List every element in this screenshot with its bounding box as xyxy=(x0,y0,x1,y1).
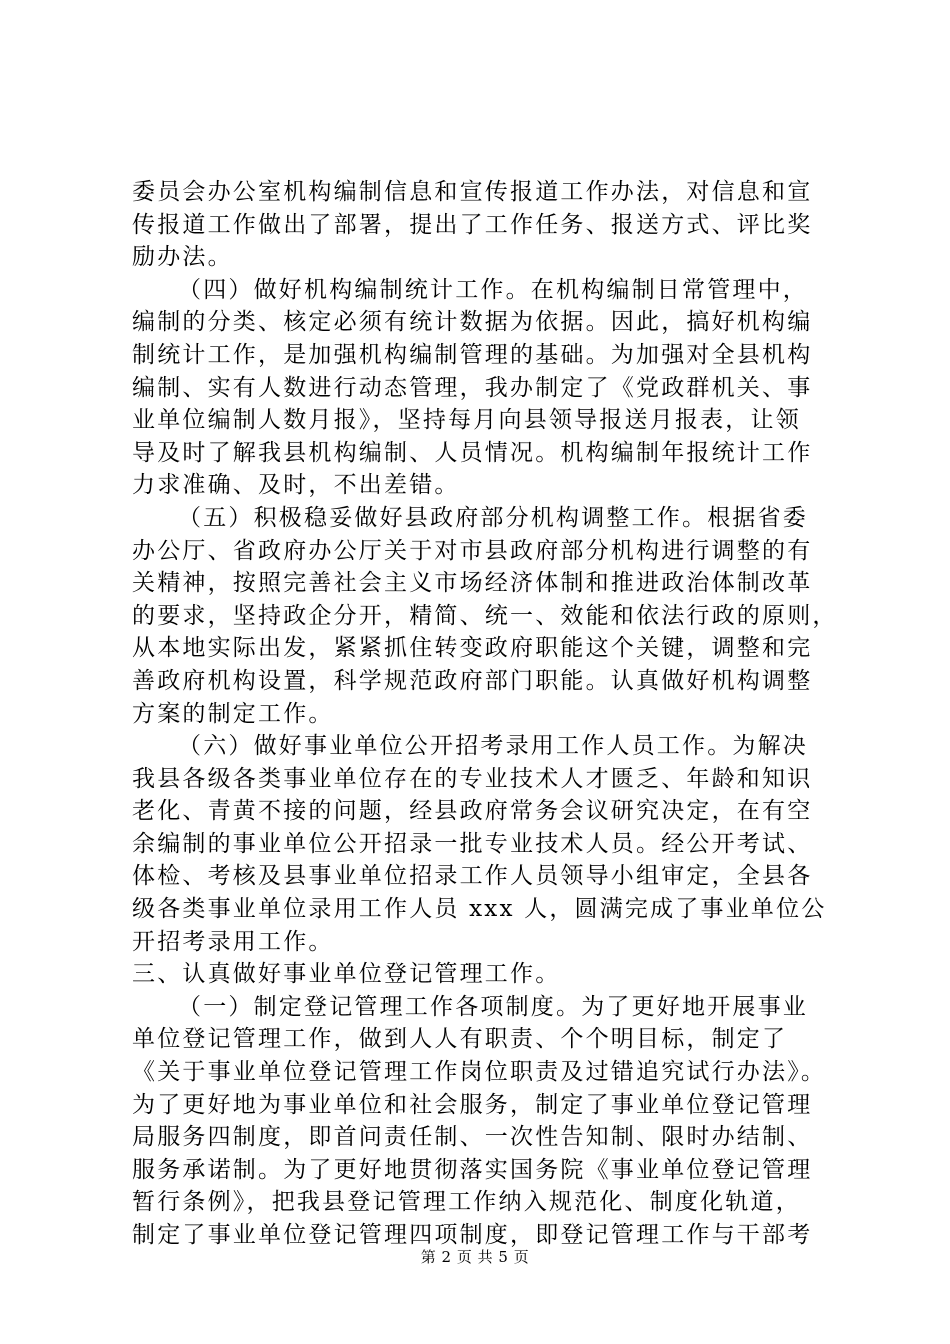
text-line: 力求准确、及时，不出差错。 xyxy=(132,472,460,499)
text-line: 办公厅、省政府办公厅关于对市县政府部分机构进行调整的有 xyxy=(132,537,813,564)
text-line: 《关于事业单位登记管理工作岗位职责及过错追究试行办法》。 xyxy=(132,1059,827,1086)
text-line: 导及时了解我县机构编制、人员情况。机构编制年报统计工作 xyxy=(132,439,813,466)
text-line: 制定了事业单位登记管理四项制度，即登记管理工作与干部考 xyxy=(132,1222,813,1248)
text-line: 业单位编制人数月报》，坚持每月向县领导报送月报表，让领 xyxy=(132,407,801,434)
text-line: 体检、考核及县事业单位招录工作人员领导小组审定，全县各 xyxy=(132,863,813,890)
text-line: 编制、实有人数进行动态管理，我办制定了《党政群机关、事 xyxy=(132,374,813,401)
text-line: 善政府机构设置，科学规范政府部门职能。认真做好机构调整 xyxy=(132,667,813,694)
subsection-one-heading-line: （一）制定登记管理工作各项制度。为了更好地开展事业 xyxy=(178,993,808,1020)
text-line: 局服务四制度，即首问责任制、一次性告知制、限时办结制、 xyxy=(132,1124,813,1151)
text-line: 委员会办公室机构编制信息和宣传报道工作办法，对信息和宣 xyxy=(132,179,813,205)
text-line: 从本地实际出发，紧紧抓住转变政府职能这个关键，调整和完 xyxy=(132,635,813,662)
text-line: 励办法。 xyxy=(132,244,233,271)
text-line: 开招考录用工作。 xyxy=(132,928,334,955)
page-number-footer: 第 2 页 共 5 页 xyxy=(420,1248,530,1266)
text-line: 单位登记管理工作，做到人人有职责、个个明目标，制定了 xyxy=(132,1026,788,1053)
body-text xyxy=(132,176,838,1252)
text-line: 的要求，坚持政企分开，精简、统一、效能和依法行政的原则， xyxy=(132,602,838,629)
text-line: 余编制的事业单位公开招录一批专业技术人员。经公开考试、 xyxy=(132,830,813,857)
text-line: 老化、青黄不接的问题，经县政府常务会议研究决定，在有空 xyxy=(132,798,813,825)
section-five-heading-line: （五）积极稳妥做好县政府部分机构调整工作。根据省委 xyxy=(178,504,808,531)
section-four-heading-line: （四）做好机构编制统计工作。在机构编制日常管理中， xyxy=(178,276,808,303)
text-line: 关精神，按照完善社会主义市场经济体制和推进政治体制改革 xyxy=(132,570,813,597)
text-line: 编制的分类、核定必须有统计数据为依据。因此，搞好机构编 xyxy=(132,309,813,336)
section-six-heading-line: （六）做好事业单位公开招考录用工作人员工作。为解决 xyxy=(178,733,808,760)
part-three-heading: 三、认真做好事业单位登记管理工作。 xyxy=(132,961,561,988)
text-line: 制统计工作，是加强机构编制管理的基础。为加强对全县机构 xyxy=(132,341,813,368)
text-line: 服务承诺制。为了更好地贯彻落实国务院《事业单位登记管理 xyxy=(132,1156,813,1183)
text-line: 暂行条例》，把我县登记管理工作纳入规范化、制度化轨道， xyxy=(132,1189,801,1216)
text-line: 传报道工作做出了部署，提出了工作任务、报送方式、评比奖 xyxy=(132,211,813,238)
text-line: 为了更好地为事业单位和社会服务，制定了事业单位登记管理 xyxy=(132,1091,813,1118)
text-line: 级各类事业单位录用工作人员 xxx 人，圆满完成了事业单位公 xyxy=(132,896,827,923)
text-line: 方案的制定工作。 xyxy=(132,700,334,727)
text-line: 我县各级各类事业单位存在的专业技术人才匮乏、年龄和知识 xyxy=(132,765,813,792)
